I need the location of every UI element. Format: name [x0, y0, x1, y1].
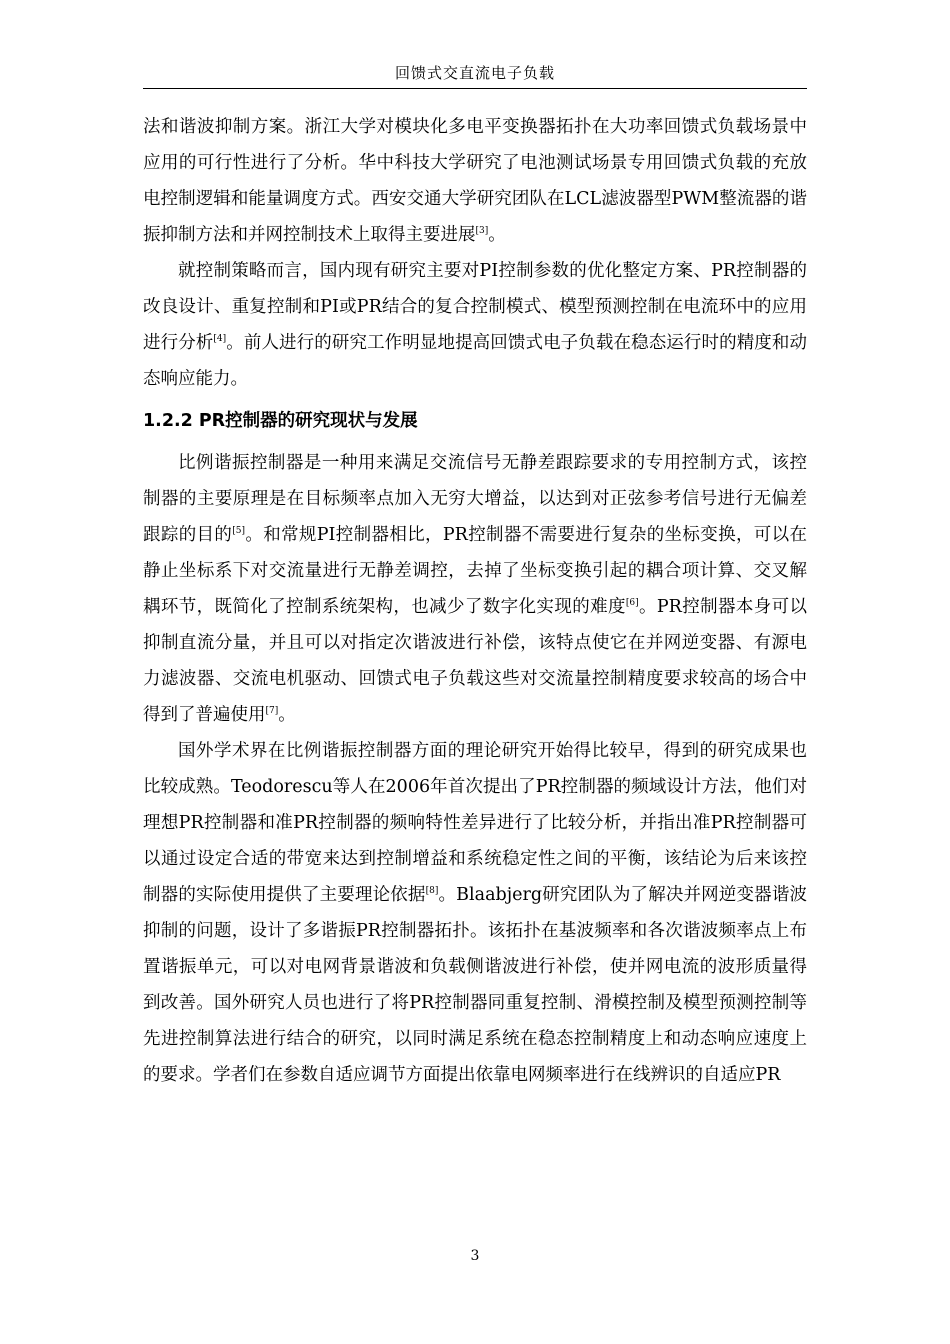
text-run: 国外学术界在比例谐振控制器方面的理论研究开始得比较早，得到的研究成果也比较成熟。Teodorescu等人在2006年首次提出了PR控制器的频域设计方法，他们对理想PR控制器和准PR控制器的频响特性差异进行了比较分析，并指出准PR控制器可以通过设定合适的带宽来达到控制增益和系统稳定性之间的平衡，该结论为后来该控制器的实际使用提供了主要理论依据: [143, 741, 807, 905]
section-title: PR控制器的研究现状与发展: [198, 411, 418, 431]
citation-ref: [3]: [475, 226, 489, 236]
text-run: 。: [278, 705, 296, 725]
section-number: 1.2.2: [143, 411, 193, 431]
text-run: 。Blaabjerg研究团队为了解决并网逆变器谐波抑制的问题，设计了多谐振PR控制器拓扑。该拓扑在基波频率和各次谐波频率点上布置谐振单元，可以对电网背景谐波和负载侧谐波进行补偿，使并网电流的波形质量得到改善。国外研究人员也进行了将PR控制器同重复控制、滑模控制及模型预测控制等先进控制算法进行结合的研究，以同时满足系统在稳态控制精度上和动态响应速度上的要求。学者们在参数自适应调节方面提出依靠电网频率进行在线辨识的自适应PR: [143, 885, 807, 1085]
running-header: 回馈式交直流电子负载: [394, 64, 555, 82]
citation-ref: [4]: [213, 334, 227, 344]
paragraph-control-strategy: [143, 253, 807, 397]
text-run: 法和谐波抑制方案。浙江大学对模块化多电平变换器拓扑在大功率回馈式负载场景中应用的可行性进行了分析。华中科技大学研究了电池测试场景专用回馈式负载的充放电控制逻辑和能量调度方式。西安交通大学研究团队在LCL滤波器型PWM整流器的谐振抑制方法和并网控制技术上取得主要进展: [143, 117, 807, 245]
text-run: 。: [488, 225, 506, 245]
text-run: 就控制策略而言，国内现有研究主要对PI控制参数的优化整定方案、PR控制器的改良设计、重复控制和PI或PR结合的复合控制模式、模型预测控制在电流环中的应用进行分析: [143, 261, 807, 353]
text-run: 。前人进行的研究工作明显地提高回馈式电子负载在稳态运行时的精度和动态响应能力。: [143, 333, 807, 389]
body-text: [143, 109, 807, 1093]
text-run: 比例谐振控制器是一种用来满足交流信号无静差跟踪要求的专用控制方式，该控制器的主要原理是在目标频率点加入无穷大增益，以达到对正弦参考信号进行无偏差跟踪的目的: [143, 453, 807, 545]
paragraph-pr-principle: [143, 445, 807, 733]
citation-ref: [7]: [265, 706, 279, 716]
citation-ref: [8]: [425, 886, 439, 896]
paragraph-continuation: [143, 109, 807, 253]
text-run: 。PR控制器本身可以抑制直流分量，并且可以对指定次谐波进行补偿，该特点使它在并网逆变器、有源电力滤波器、交流电机驱动、回馈式电子负载这些对交流量控制精度要求较高的场合中得到了普遍使用: [143, 597, 808, 725]
paragraph-foreign-research: [143, 733, 807, 1093]
citation-ref: [5]: [232, 526, 246, 536]
text-run: 。和常规PI控制器相比，PR控制器不需要进行复杂的坐标变换，可以在静止坐标系下对交流量进行无静差调控，去掉了坐标变换引起的耦合项计算、交叉解耦环节，既简化了控制系统架构，也减少了数字化实现的难度: [143, 525, 808, 617]
header-divider: [143, 88, 807, 89]
section-heading: [143, 403, 807, 439]
citation-ref: [6]: [625, 598, 639, 608]
page-number: 3: [470, 1248, 480, 1264]
